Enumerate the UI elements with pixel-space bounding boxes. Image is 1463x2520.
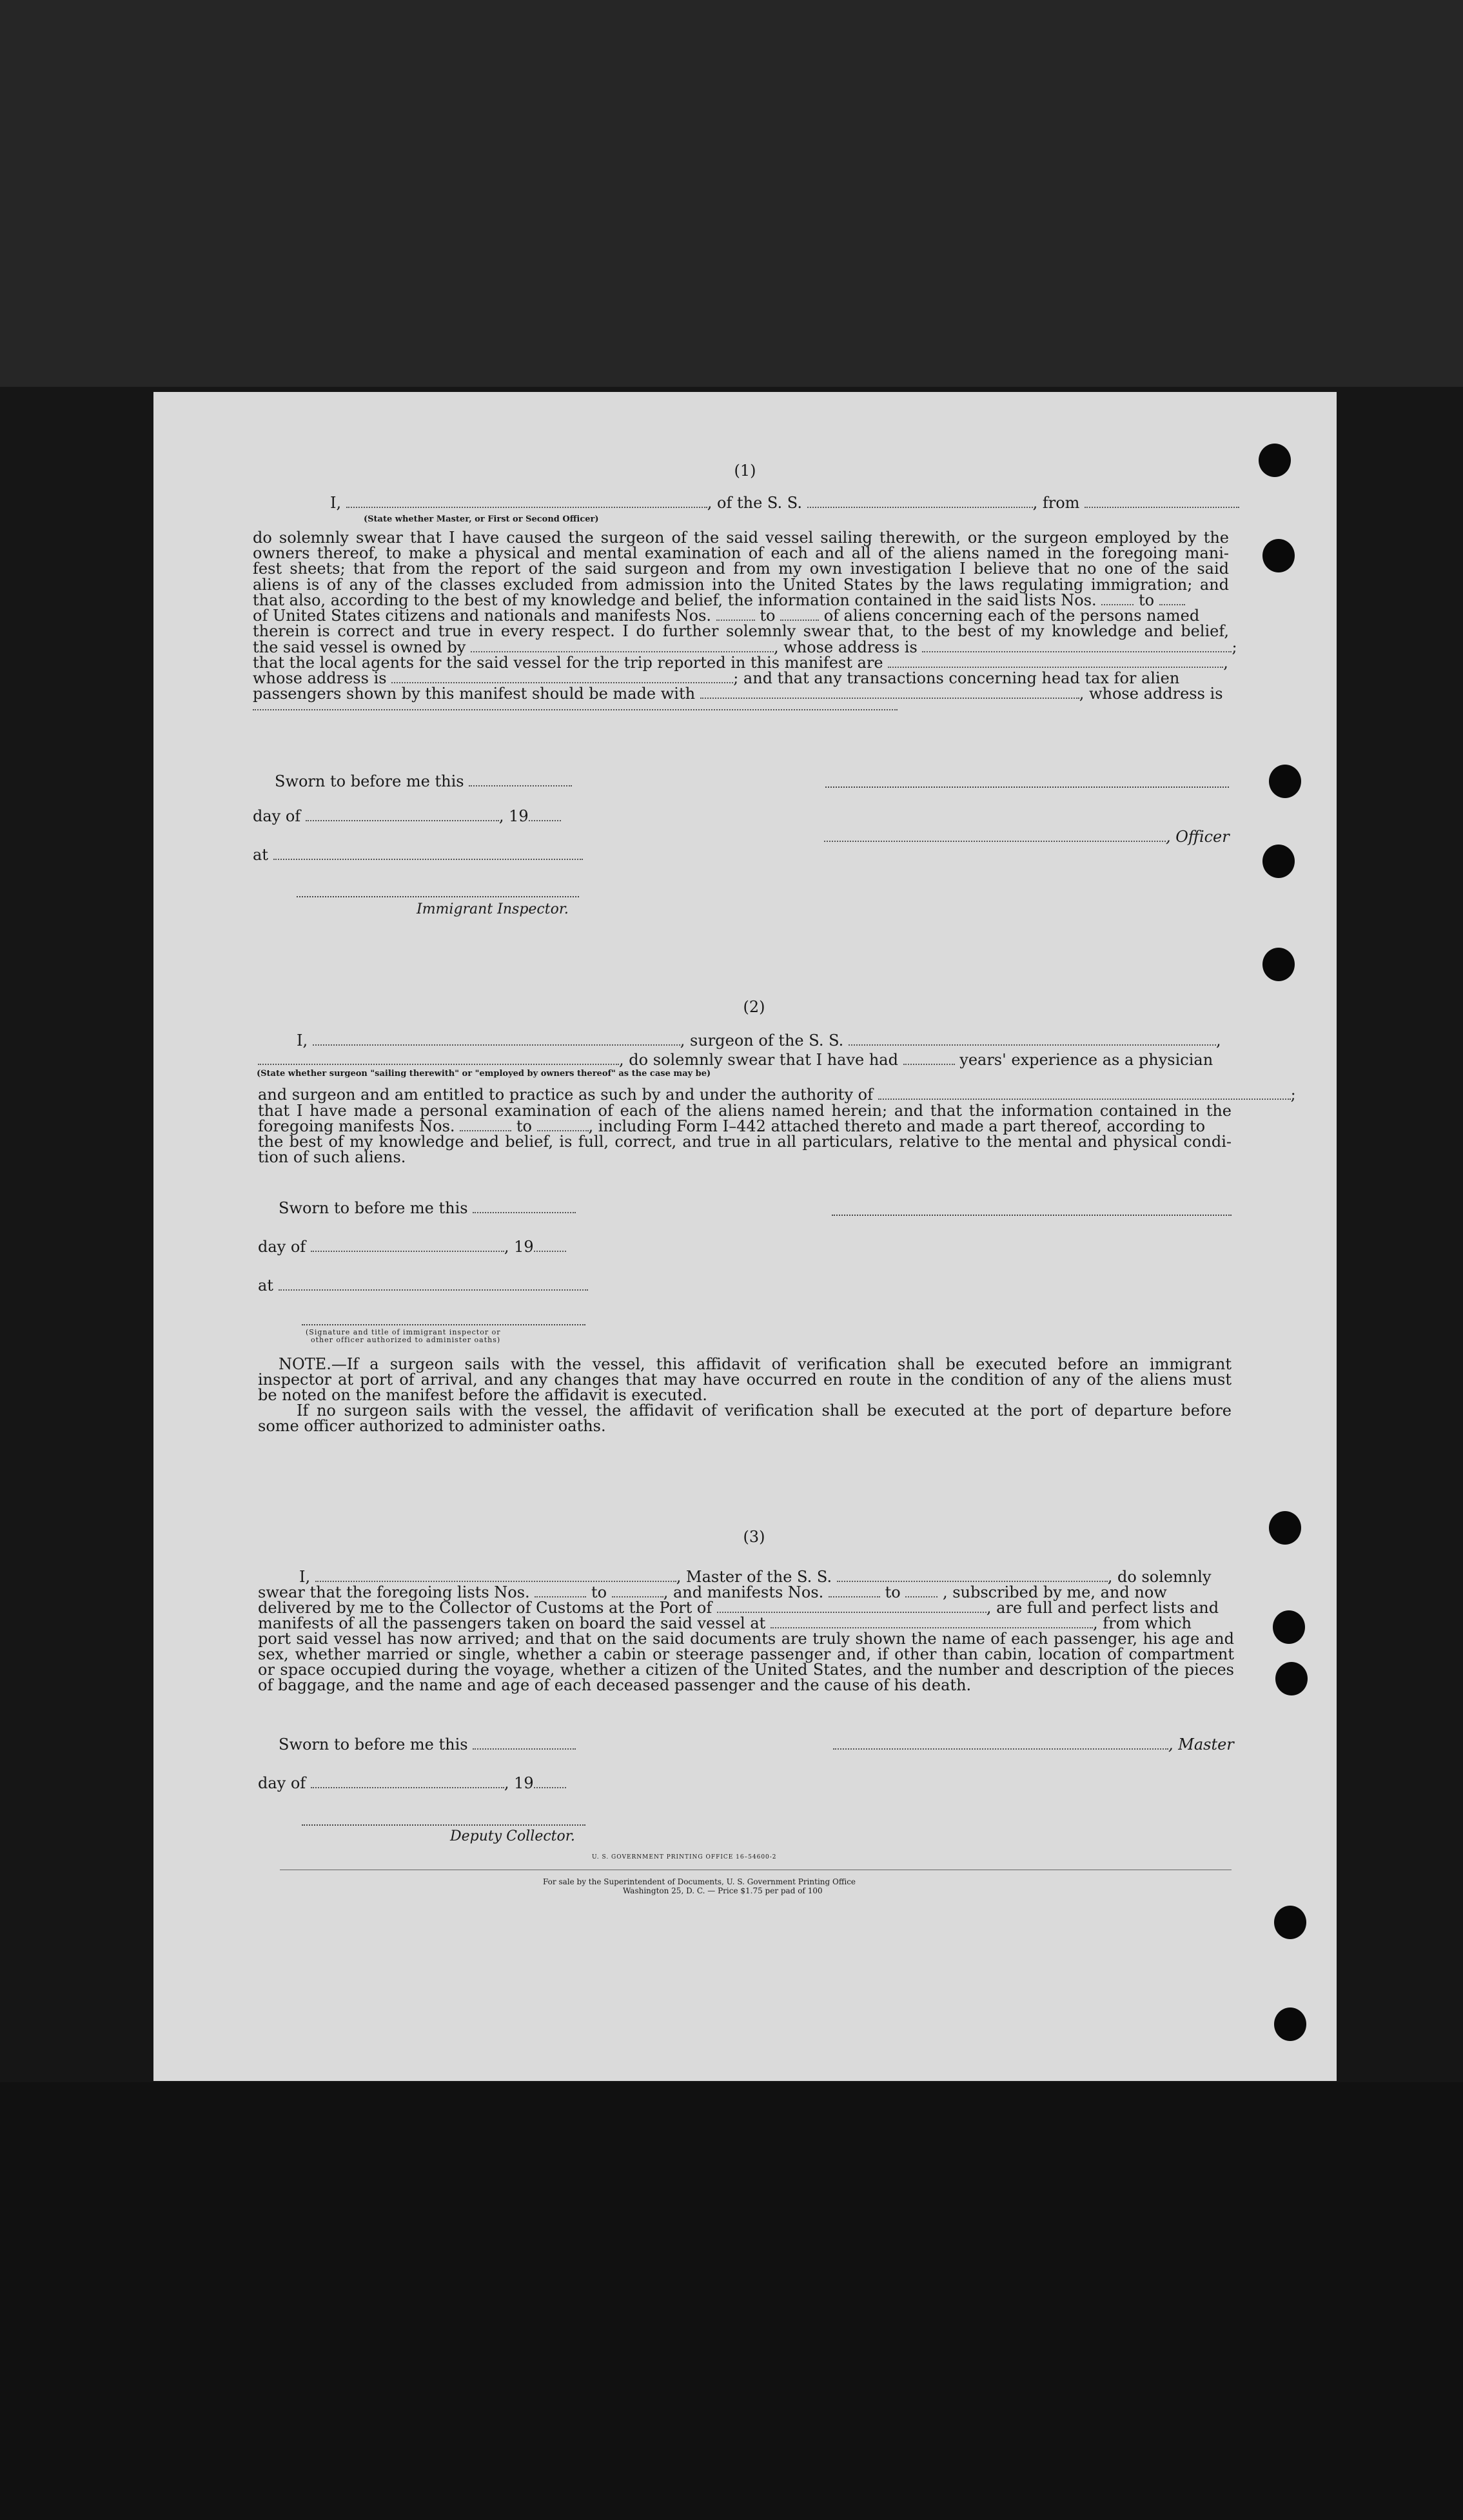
- s2-line3: and surgeon and am entitled to practice as such by and under the authority of ;: [258, 1086, 1296, 1104]
- s3-collector-caption: Deputy Collector.: [450, 1828, 575, 1844]
- gpo-imprint: U. S. GOVERNMENT PRINTING OFFICE 16–54600-2: [592, 1854, 777, 1861]
- s1-line11: whose address is ; and that any transactions concerning head tax for alien: [253, 669, 1180, 687]
- s1-line7: of United States citizens and nationals and manifests Nos. to of aliens concerning each of the persons named: [253, 607, 1200, 625]
- s1-para-line: aliens is of any of the classes excluded from admission into the United States by the laws regulating immigration; and: [253, 576, 1229, 594]
- s2-line1: I, , surgeon of the S. S. ,: [297, 1031, 1221, 1050]
- s1-para-line: fest sheets; that from the report of the said surgeon and from my own investigation I believe that no one of the said: [253, 560, 1229, 578]
- section-2-number: (2): [743, 998, 765, 1016]
- s2-line2: , do solemnly swear that I have had years' experience as a physician: [258, 1052, 1213, 1068]
- punch-hole: [1273, 1610, 1305, 1644]
- punch-hole: [1275, 1662, 1308, 1695]
- s3-line4: manifests of all the passengers taken on board the said vessel at , from which: [258, 1614, 1192, 1632]
- s3-line7: or space occupied during the voyage, whether a citizen of the United States, and the number and description of the pieces: [258, 1661, 1234, 1679]
- s1-line12: passengers shown by this manifest should be made with , whose address is: [253, 685, 1223, 703]
- s3-sworn: Sworn to before me this: [279, 1737, 576, 1753]
- s1-dayof: day of , 19: [253, 808, 561, 825]
- footer-line-1: For sale by the Superintendent of Documents, U. S. Government Printing Office: [543, 1877, 856, 1886]
- s2-surgeon-signature-line: [832, 1215, 1232, 1216]
- scan-background-top: [0, 0, 1463, 387]
- s3-dayof: day of , 19: [258, 1775, 566, 1792]
- s2-surgeon-caption: (State whether surgeon "sailing therewith" or "employed by owners thereof" as the case may be): [257, 1069, 711, 1079]
- s3-collector-signature-line: [302, 1824, 585, 1826]
- s2-line5: foregoing manifests Nos. to , including Form I–442 attached thereto and made a part thereof, according to: [258, 1117, 1206, 1135]
- section-1-number: (1): [734, 462, 756, 480]
- s1-address-line: [253, 709, 898, 710]
- s2-line6: the best of my knowledge and belief, is full, correct, and true in all particulars, relative to the mental and physical condi-: [258, 1133, 1232, 1151]
- s2-at: at: [258, 1278, 588, 1294]
- s1-line1: I, , of the S. S. , from: [330, 495, 1239, 511]
- s3-line1: I, , Master of the S. S. , do solemnly: [299, 1568, 1212, 1586]
- punch-hole: [1262, 539, 1295, 572]
- s3-line6: sex, whether married or single, whether a cabin or steerage passenger and, if other than cabin, location of compartment: [258, 1645, 1234, 1663]
- s1-line10: that the local agents for the said vessel for the trip reported in this manifest are ,: [253, 654, 1228, 672]
- s2-note-line: If no surgeon sails with the vessel, the affidavit of verification shall be executed at the port of departure before: [297, 1402, 1232, 1420]
- punch-hole: [1262, 948, 1295, 981]
- s2-line7: tion of such aliens.: [258, 1148, 406, 1166]
- s2-line4: that I have made a personal examination of each of the aliens named herein; and that the information contained in the: [258, 1102, 1232, 1120]
- s2-note-line: be noted on the manifest before the affidavit is executed.: [258, 1386, 707, 1404]
- s1-para-line: do solemnly swear that I have caused the surgeon of the said vessel sailing therewith, or the surgeon employed by the: [253, 529, 1229, 547]
- s3-line2: swear that the foregoing lists Nos. to , and manifests Nos. to , subscribed by me, and now: [258, 1583, 1167, 1601]
- scan-background-bottom: [0, 2082, 1463, 2520]
- section-3-number: (3): [743, 1528, 765, 1546]
- s3-line8: of baggage, and the name and age of each deceased passenger and the cause of his death.: [258, 1676, 972, 1694]
- s2-note-line: NOTE.—If a surgeon sails with the vessel, this affidavit of verification shall be executed before an immigrant: [279, 1355, 1232, 1373]
- s3-line5: port said vessel has now arrived; and that on the said documents are truly shown the name of each passenger, his age and: [258, 1630, 1234, 1648]
- s1-inspector-caption: Immigrant Inspector.: [417, 901, 569, 917]
- s2-signature-caption-1: (Signature and title of immigrant inspector or: [306, 1328, 501, 1336]
- s3-line3: delivered by me to the Collector of Customs at the Port of , are full and perfect lists and: [258, 1599, 1219, 1617]
- s1-officer-line: , Officer: [824, 829, 1230, 845]
- punch-hole: [1274, 2007, 1306, 2041]
- s1-para-line: owners thereof, to make a physical and mental examination of each and all of the aliens named in the foregoing mani-: [253, 544, 1229, 562]
- s2-note-line: some officer authorized to administer oaths.: [258, 1417, 606, 1435]
- s3-master-line: , Master: [833, 1737, 1234, 1753]
- s2-inspector-signature-line: [302, 1324, 585, 1325]
- s2-sworn: Sworn to before me this: [279, 1200, 576, 1216]
- s1-officer-signature-line: [825, 786, 1229, 788]
- s1-inspector-signature-line: [297, 896, 579, 897]
- s1-line9: the said vessel is owned by , whose address is ;: [253, 638, 1237, 656]
- punch-hole: [1274, 1906, 1306, 1939]
- s1-line6: that also, according to the best of my knowledge and belief, the information contained in the said lists Nos. to: [253, 592, 1185, 609]
- s1-rank-caption: (State whether Master, or First or Second Officer): [364, 514, 599, 524]
- s2-note-line: inspector at port of arrival, and any changes that may have occurred en route in the condition of any of the aliens must: [258, 1371, 1232, 1389]
- s2-dayof: day of , 19: [258, 1239, 566, 1255]
- punch-hole: [1262, 845, 1295, 878]
- s2-signature-caption-2: other officer authorized to administer oaths): [311, 1336, 501, 1344]
- footer-line-2: Washington 25, D. C. — Price $1.75 per pad of 100: [623, 1886, 823, 1895]
- form-page: [153, 392, 1337, 2081]
- punch-hole: [1269, 765, 1301, 798]
- s1-sworn: Sworn to before me this: [275, 774, 572, 790]
- s1-line8: therein is correct and true in every respect. I do further solemnly swear that, to the best of my knowledge and belief,: [253, 622, 1229, 640]
- s1-at: at: [253, 847, 583, 863]
